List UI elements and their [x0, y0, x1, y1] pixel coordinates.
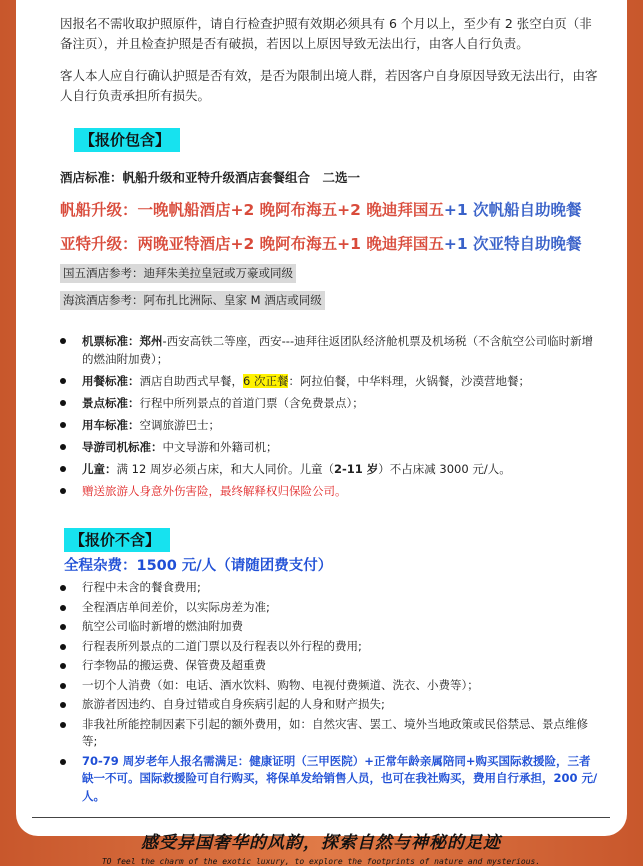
list-item: 非我社所能控制因素下引起的额外费用，如：自然灾害、罢工、境外当地政策或民俗禁忌、景点维修等; — [60, 716, 601, 751]
passport-validity-notice: 客人本人应自行确认护照是否有效，是否为限制出境人群，若因客户自身原因导致无法出行，由客人自行负责承担所有损失。 — [60, 68, 598, 103]
list-item: 行程表所列景点的二道门票以及行程表以外行程的费用; — [60, 638, 601, 656]
sail-upgrade-label: 帆船升级： — [60, 201, 138, 219]
meal-pre: 酒店自助西式早餐， — [139, 374, 243, 388]
included-section-title: 【报价包含】 — [74, 128, 180, 152]
footer-divider — [32, 817, 610, 818]
child-label: 儿童： — [82, 462, 117, 476]
ticket-label: 机票标准： — [82, 334, 140, 348]
list-item: 70-79 周岁老年人报名需满足：健康证明（三甲医院）+正常年龄亲属陪同+购买国际救援险，三者缺一不可。国际救援险可自行购买，将保单发给销售人员，也可在我社购买，费用自行承担，200 元/人。 — [60, 753, 601, 806]
list-item — [60, 482, 601, 500]
hotel-reference-2: 海滨酒店参考：阿布扎比洲际、皇家 M 酒店或同级 — [60, 291, 325, 310]
slogan-english: TO feel the charm of the exotic luxury, to explore the footprints of nature and mysterious. — [101, 857, 541, 866]
spot-text: 行程中所列景点的首道门票（含免费景点）； — [139, 396, 364, 410]
list-item — [60, 460, 601, 478]
excluded-list — [60, 579, 601, 805]
list-item — [60, 332, 601, 368]
sail-upgrade-text: 一晚帆船酒店+2 晚阿布海五+2 晚迪拜国五 — [137, 201, 444, 219]
meal-post: ：阿拉伯餐，中华料理，火锅餐，沙漠营地餐； — [288, 374, 530, 388]
guide-label: 导游司机标准： — [82, 440, 163, 454]
child-post: ）不占床减 3000 元/人。 — [378, 462, 511, 476]
hotel-reference-1: 国五酒店参考：迪拜朱美拉皇冠或万豪或同级 — [60, 264, 296, 283]
sail-upgrade-combo — [60, 198, 601, 222]
list-item: 航空公司临时新增的燃油附加费 — [60, 618, 601, 636]
child-pre: 满 12 周岁必须占床，和大人同价。儿童（ — [116, 462, 334, 476]
atlantis-upgrade-suffix: +1 次亚特自助晚餐 — [443, 235, 582, 253]
included-list — [60, 332, 601, 500]
meal-highlight: 6 次正餐 — [243, 374, 289, 388]
excluded-section-title: 【报价不含】 — [64, 528, 170, 552]
car-text: 空调旅游巴士； — [139, 418, 220, 432]
sail-upgrade-suffix: +1 次帆船自助晚餐 — [443, 201, 582, 219]
hotel-standard: 酒店标准：帆船升级和亚特升级酒店套餐组合 二选一 — [60, 170, 361, 185]
list-item — [60, 438, 601, 456]
document-card — [16, 0, 627, 866]
insurance-note: 赠送旅游人身意外伤害险，最终解释权归保险公司。 — [82, 484, 347, 498]
atlantis-upgrade-combo — [60, 232, 601, 256]
atlantis-upgrade-text: 两晚亚特酒店+2 晚阿布海五+1 晚迪拜国五 — [137, 235, 444, 253]
list-item: 行程中未含的餐食费用; — [60, 579, 601, 597]
meal-label: 用餐标准： — [82, 374, 140, 388]
list-item — [60, 394, 601, 412]
misc-fee: 全程杂费：1500 元/人（请随团费支付） — [64, 558, 333, 574]
list-item: 一切个人消费（如：电话、酒水饮料、购物、电视付费频道、洗衣、小费等）； — [60, 677, 601, 695]
slogan-chinese: 感受异国奢华的风韵，探索自然与神秘的足迹 — [141, 833, 501, 853]
list-item: 行李物品的搬运费、保管费及超重费 — [60, 657, 601, 675]
list-item: 旅游者因违约、自身过错或自身疾病引起的人身和财产损失; — [60, 696, 601, 714]
passport-notice: 因报名不需收取护照原件，请自行检查护照有效期必须具有 6 个月以上，至少有 2 张空白页（非备注页），并且检查护照是否有破损，若因以上原因导致无法出行，由客人自行负责。 — [60, 16, 592, 51]
list-item — [60, 372, 601, 390]
guide-text: 中文导游和外籍司机； — [162, 440, 278, 454]
list-item: 全程酒店单间差价，以实际房差为准; — [60, 599, 601, 617]
list-item — [60, 416, 601, 434]
car-label: 用车标准： — [82, 418, 140, 432]
spot-label: 景点标准： — [82, 396, 140, 410]
ticket-city: 郑州 — [139, 334, 163, 348]
atlantis-upgrade-label: 亚特升级： — [60, 235, 138, 253]
ticket-text: -西安高铁二等座，西安---迪拜往返团队经济舱机票及机场税（不含航空公司临时新增的燃油附加费）； — [82, 334, 594, 366]
child-age: 2-11 岁 — [333, 462, 379, 476]
